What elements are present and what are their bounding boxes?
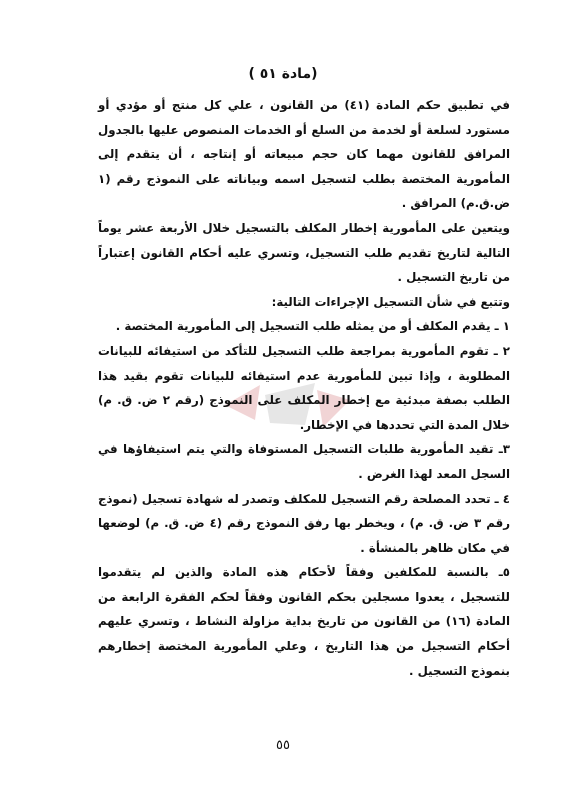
procedure-item-4: ٤ ـ تحدد المصلحة رقم التسجيل للمكلف وتصدر له شهادة تسجيل (نموذج رقم ٣ ض. ق. م) ، ويخطر بها رفق النموذج رقم (٤ ض. ق. م) لوضعها في مكان ظاهر بالمنشأة . (98, 491, 510, 555)
page-number: ٥٥ (276, 738, 290, 753)
paragraph-registration-duty: في تطبيق حكم المادة (٤١) من القانون ، علي كل منتج أو مؤدي أو مستورد لسلعة أو لخدمة من السلع أو الخدمات المنصوص عليها بالجدول المرافق للقانون مهما كان حجم مبيعاته أو إنتاجه ، أن يتقدم إلى المأمورية المختصة بطلب لتسجيل اسمه وبياناته على النموذج رقم (١ ض.ق.م) المرافق . (98, 98, 510, 211)
procedure-item-5: ٥ـ بالنسبة للمكلفين وفقاً لأحكام هذه المادة والذين لم يتقدموا للتسجيل ، يعدوا مسجلين بحكم القانون وفقاً لحكم الفقرة الرابعة من المادة (١٦) من القانون من تاريخ بداية مزاولة النشاط ، وتسري عليهم أحكام التسجيل من هذا التاريخ ، وعلي المأمورية المختصة إخطارهم بنموذج التسجيل . (98, 565, 510, 678)
procedure-item-2: ٢ ـ تقوم المأمورية بمراجعة طلب التسجيل للتأكد من استيفائه للبيانات المطلوبة ، وإذا تبين للمأمورية عدم استيفائه للبيانات تقوم بقيد هذا الطلب بصفة مبدئية مع إخطار المكلف على النموذج (رقم ٢ ض. ق. م) خلال المدة التي تحددها في الإخطار. (98, 343, 510, 432)
procedure-item-1: ١ ـ يقدم المكلف أو من يمثله طلب التسجيل إلى المأمورية المختصة . (115, 319, 510, 334)
article-title: (مادة ٥١ ) (248, 66, 318, 82)
paragraph-notification: ويتعين على المأمورية إخطار المكلف بالتسجيل خلال الأربعة عشر يوماً التالية لتاريخ تقديم طلب التسجيل، وتسري عليه أحكام القانون إعتباراً من تاريخ التسجيل . (98, 220, 510, 285)
article-body (98, 93, 510, 683)
paragraph-procedures-intro: وتتبع في شأن التسجيل الإجراءات التالية: (271, 294, 510, 309)
procedure-item-3: ٣ـ تقيد المأمورية طلبات التسجيل المستوفاة والتي يتم استيفاؤها في السجل المعد لهذا الغرض . (98, 442, 510, 481)
